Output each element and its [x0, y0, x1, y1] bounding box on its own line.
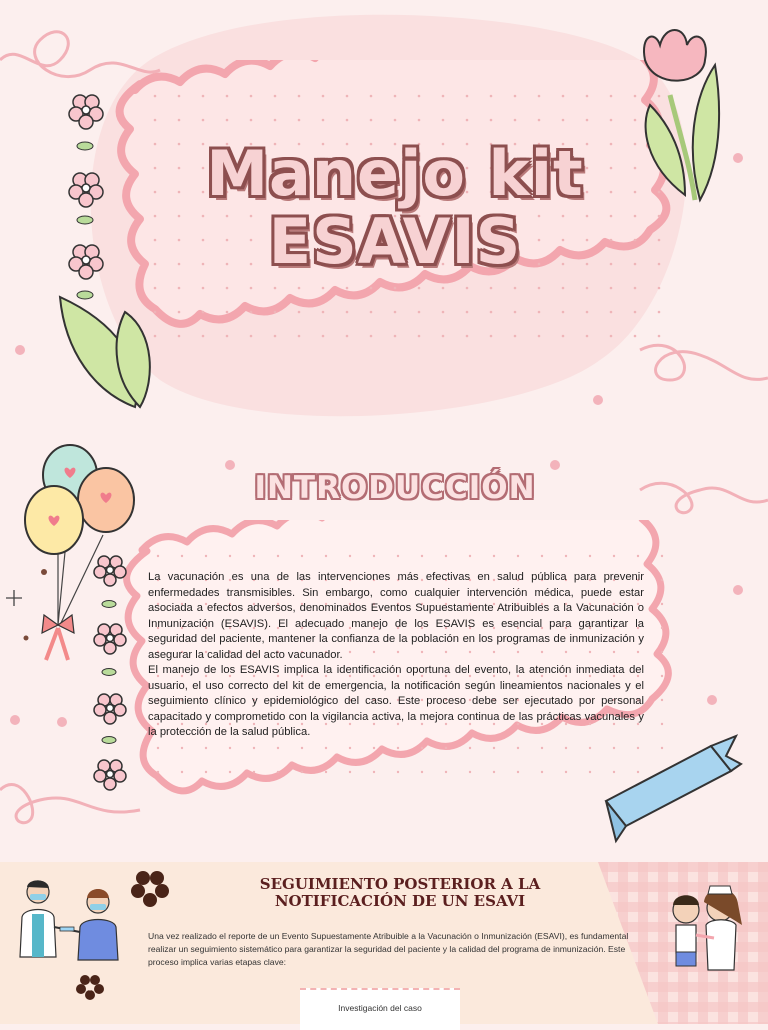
intro-paragraph-2: El manejo de los ESAVIS implica la identificación oportuna del evento, la atención inmediata del usuario, el uso correcto del kit de emergencia, la notificación según lineamientos nacionales y el seguimiento clínico y epidemiológico del caso. Este proceso debe ser ejecutado por personal capacitado y comprometido con la vigilancia activa, la mejora continua de las prácticas vacunales y la protección de la salud pública. [148, 664, 644, 738]
followup-body: Una vez realizado el reporte de un Evento Supuestamente Atribuible a la Vacunación o Inmunización (ESAVI), es fundamental realizar un seguimiento sistemático para garantizar la seguridad del paciente y la calidad del programa de inmunización. Este proceso implica varias etapas clave: [148, 931, 629, 967]
followup-title-line-1: SEGUIMIENTO POSTERIOR A LA [259, 875, 541, 893]
doctor-vaccinating-patient-icon [8, 872, 128, 962]
title-line-2: ESAVIS [268, 205, 522, 278]
title-line-1: Manejo kit [206, 137, 584, 210]
tulip-icon [625, 25, 735, 205]
nurse-vaccinating-child-icon [664, 880, 754, 980]
page-title [150, 137, 640, 278]
flower-column-intro [88, 552, 138, 792]
intro-paragraph-1: La vacunación es una de las intervenciones más efectivas en salud pública para prevenir enfermedades transmisibles. Sin embargo, como cualquier intervención médica, puede estar asociada a efectos adversos, denominados Eventos Supuestamente Atribuibles a la Vacunación o Inmunización (ESAVIS). El adecuado manejo de los ESAVIS es esencial para garantizar la seguridad del paciente, mantener la confianza de la población en los programas de inmunización y asegurar la calidad del acto vacunador. [148, 571, 644, 661]
step-label-investigation: Investigación del caso [338, 1003, 422, 1013]
flower-icon [69, 95, 103, 129]
ribbon-banner-icon [596, 726, 746, 846]
intro-heading: INTRODUCCIÓN [254, 470, 536, 506]
followup-title [220, 876, 580, 910]
dark-flower-icon [130, 868, 170, 908]
dark-flower-icon-small [76, 973, 104, 1001]
leaf-icon [55, 292, 165, 412]
intro-body [148, 570, 644, 741]
followup-title-line-2: NOTIFICACIÓN DE UN ESAVI [274, 892, 526, 910]
